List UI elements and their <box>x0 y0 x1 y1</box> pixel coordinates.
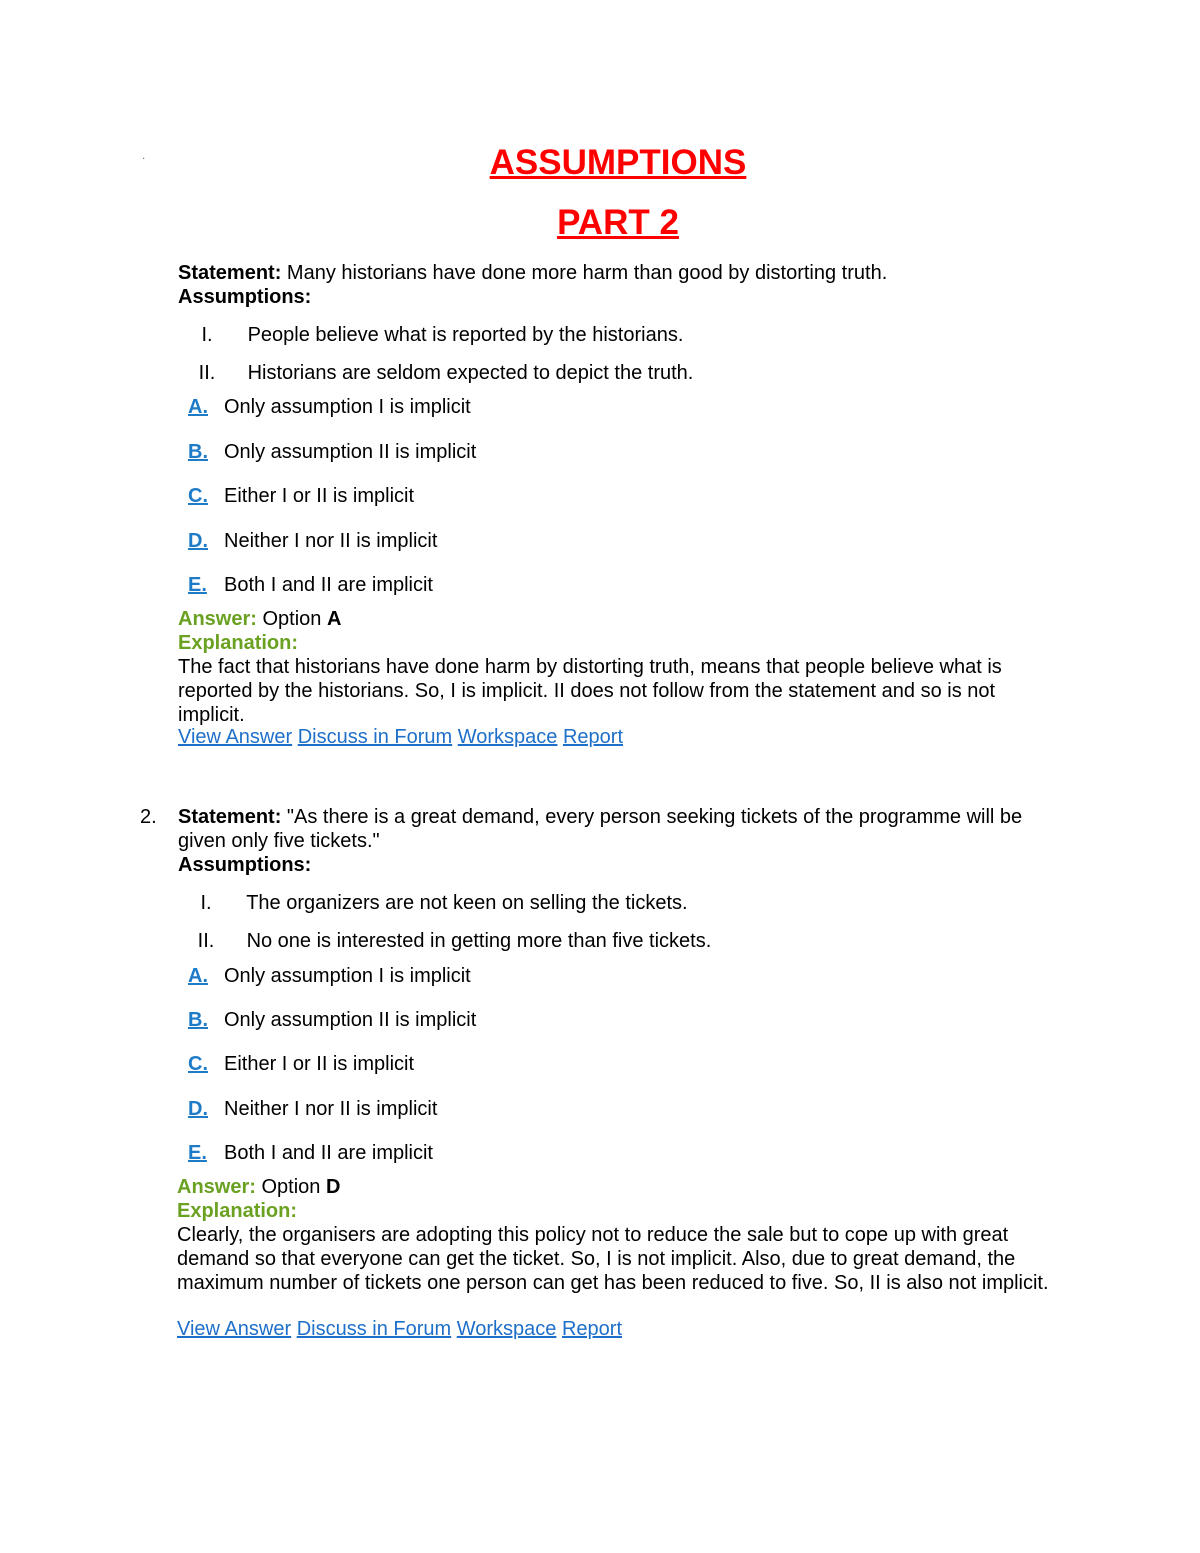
answer-line <box>178 607 341 631</box>
assumption-text: The organizers are not keen on selling the tickets. <box>246 892 688 914</box>
option-a <box>188 395 471 419</box>
option-text: Both I and II are implicit <box>224 1142 433 1164</box>
option-link[interactable]: B. <box>188 1009 208 1031</box>
option-text: Either I or II is implicit <box>224 485 415 507</box>
option-link[interactable]: E. <box>188 574 207 596</box>
explanation-text: The fact that historians have done harm by distorting truth, means that people believe what is reported by the historians. So, I is implicit. II does not follow from the statement and so is not implicit. <box>178 656 1002 726</box>
option-text: Only assumption I is implicit <box>224 965 471 987</box>
option-e <box>188 1141 433 1165</box>
statement-label: Statement: <box>178 806 282 828</box>
assumption-numeral: I. <box>200 892 212 914</box>
workspace-link[interactable]: Workspace <box>457 726 558 748</box>
answer-value: A <box>326 608 342 630</box>
option-text: Only assumption II is implicit <box>224 1009 477 1031</box>
assumptions-label: Assumptions: <box>178 854 312 876</box>
report-link[interactable]: Report <box>561 1318 623 1340</box>
assumption-text: No one is interested in getting more than five tickets. <box>246 930 712 952</box>
option-d <box>188 529 437 553</box>
statement-label: Statement: <box>178 262 282 284</box>
page-title: ASSUMPTIONS <box>489 143 747 182</box>
page-marker: . <box>142 148 146 162</box>
option-text: Only assumption II is implicit <box>224 441 477 463</box>
assumption-item <box>171 929 711 953</box>
question-links <box>178 725 623 749</box>
report-link[interactable]: Report <box>562 726 624 748</box>
option-link[interactable]: C. <box>188 485 208 507</box>
assumption-numeral: II. <box>197 930 215 952</box>
explanation-label: Explanation: <box>177 1200 298 1222</box>
option-c <box>188 484 414 508</box>
view-answer-link[interactable]: View Answer <box>178 726 293 748</box>
answer-value: D <box>325 1176 341 1198</box>
answer-prefix: Option <box>261 1176 321 1198</box>
option-link[interactable]: D. <box>188 530 208 552</box>
explanation-label: Explanation: <box>178 632 299 654</box>
option-text: Neither I nor II is implicit <box>224 530 438 552</box>
option-link[interactable]: C. <box>188 1053 208 1075</box>
assumption-numeral: I. <box>201 324 213 346</box>
option-text: Only assumption I is implicit <box>224 396 471 418</box>
option-text: Neither I nor II is implicit <box>224 1098 438 1120</box>
option-b <box>188 1008 476 1032</box>
question-number: 2. <box>140 806 157 828</box>
assumption-numeral: II. <box>198 362 216 384</box>
assumption-item <box>172 323 683 347</box>
option-link[interactable]: B. <box>188 441 208 463</box>
workspace-link[interactable]: Workspace <box>456 1318 557 1340</box>
answer-label: Answer: <box>177 1176 256 1198</box>
discuss-in-forum-link[interactable]: Discuss in Forum <box>296 1318 452 1340</box>
option-a <box>188 964 471 988</box>
option-link[interactable]: A. <box>188 396 208 418</box>
option-link[interactable]: E. <box>188 1142 207 1164</box>
discuss-in-forum-link[interactable]: Discuss in Forum <box>297 726 453 748</box>
option-link[interactable]: D. <box>188 1098 208 1120</box>
assumptions-label: Assumptions: <box>178 286 312 308</box>
question-2-statement <box>178 805 1058 853</box>
answer-line <box>177 1175 340 1199</box>
option-c <box>188 1052 414 1076</box>
statement-text: "As there is a great demand, every person seeking tickets of the programme will be given only five tickets." <box>178 806 1023 852</box>
option-d <box>188 1097 437 1121</box>
option-e <box>188 573 433 597</box>
assumption-item <box>172 361 693 385</box>
view-answer-link[interactable]: View Answer <box>177 1318 292 1340</box>
page-subtitle: PART 2 <box>557 203 679 242</box>
assumption-item <box>171 891 688 915</box>
option-link[interactable]: A. <box>188 965 208 987</box>
option-text: Either I or II is implicit <box>224 1053 415 1075</box>
option-b <box>188 440 476 464</box>
answer-prefix: Option <box>262 608 322 630</box>
statement-text: Many historians have done more harm than good by distorting truth. <box>286 262 888 284</box>
question-links <box>177 1317 622 1341</box>
answer-label: Answer: <box>178 608 257 630</box>
assumption-text: People believe what is reported by the historians. <box>247 324 684 346</box>
assumption-text: Historians are seldom expected to depict the truth. <box>247 362 694 384</box>
question-1-statement <box>178 261 887 285</box>
option-text: Both I and II are implicit <box>224 574 433 596</box>
explanation-text: Clearly, the organisers are adopting this policy not to reduce the sale but to cope up with great demand so that everyone can get the ticket. So, I is not implicit. Also, due to great demand, the maximum number of tickets one person can get has been reduced to five. So, II is also not implicit. <box>177 1224 1049 1294</box>
